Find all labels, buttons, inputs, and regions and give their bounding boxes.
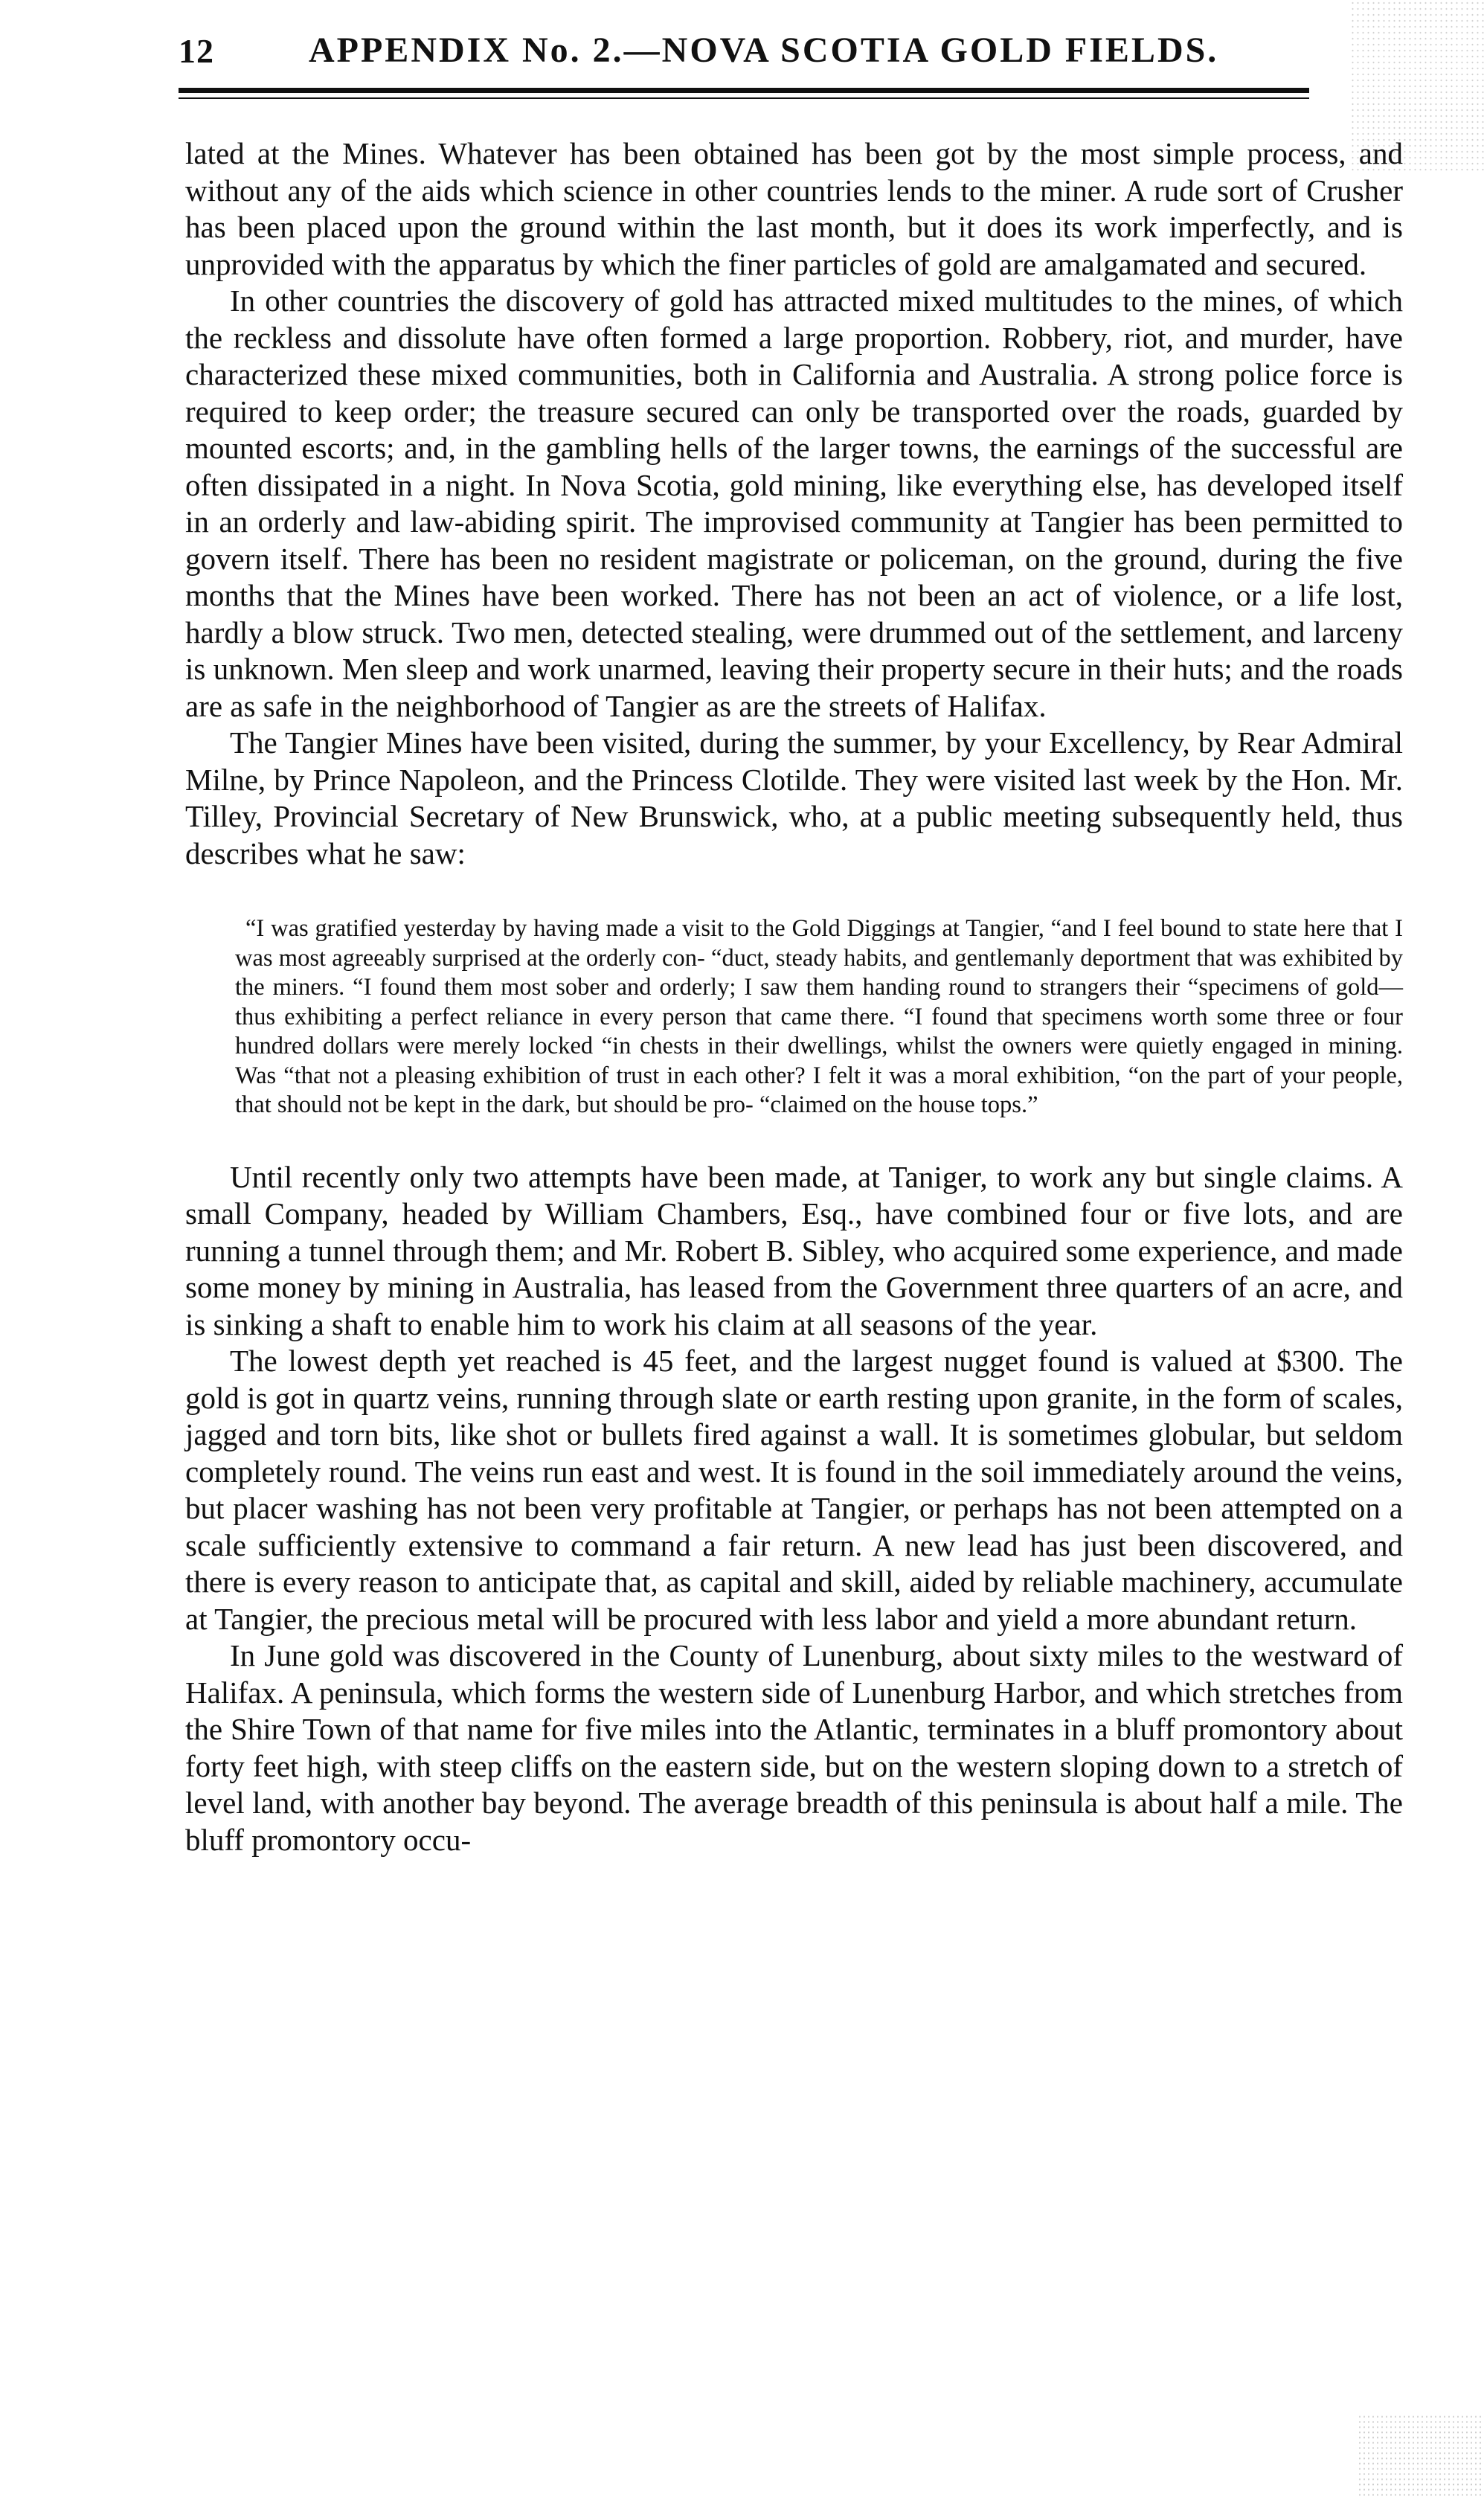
page-header xyxy=(179,27,1309,79)
header-rule-thin xyxy=(179,97,1309,99)
running-title: APPENDIX No. 2.—NOVA SCOTIA GOLD FIELDS. xyxy=(309,31,1219,70)
body-text xyxy=(185,135,1403,1858)
header-rule-thick xyxy=(179,88,1309,93)
paragraph-mines-process: lated at the Mines. Whatever has been obtained has been got by the most simple process, and without any of the aids which science in other countries lends to the miner. A rude sort of Crusher has been placed upon the ground within the last month, but it does its work imperfectly, and is unprovided with the apparatus by which the finer particles of gold are amalgamated and secured. xyxy=(185,136,1403,281)
paragraph-claims: Until recently only two attempts have been made, at Taniger, to work any but single claims. A small Company, headed by William Chambers, Esq., have combined four or five lots, and are running a tunnel through them; and Mr. Robert B. Sibley, who acquired some experience, and made some money by mining in Australia, has leased from the Government three quarters of an acre, and is sinking a shaft to enable him to work his claim at all seasons of the year. xyxy=(185,1159,1403,1341)
paper-speckle-bottom xyxy=(1358,2414,1484,2496)
quotation-tilley: “I was gratified yesterday by having made a visit to the Gold Diggings at Tangier, “and I feel bound to state here that I was most agreeably surprised at the orderly con- “duct, steady habits, and gentlemanly deportment that was exhibited by the miners. “I found them most sober and orderly; I saw them handing round to strangers their “specimens of gold—thus exhibiting a perfect reliance in every person that came there. “I found that specimens worth some three or four hundred dollars were merely locked “in chests in their dwellings, whilst the owners were quietly engaged in mining. Was “that not a pleasing exhibition of trust in each other? I felt it was a moral exhibition, “on the part of your people, that should not be kept in the dark, but should be pro- “claimed on the house tops.” xyxy=(235,915,1403,1118)
paragraph-orderly-community: In other countries the discovery of gold has attracted mixed multitudes to the mines, of which the reckless and dissolute have often formed a large proportion. Robbery, riot, and murder, have characterized these mixed communities, both in California and Australia. A strong police force is required to keep order; the treasure secured can only be transported over the roads, guarded by mounted escorts; and, in the gambling hells of the larger towns, the earnings of the successful are often dissipated in a night. In Nova Scotia, gold mining, like everything else, has developed itself in an orderly and law-abiding spirit. The improvised community at Tangier has been permitted to govern itself. There has been no resident magistrate or policeman, on the ground, during the five months that the Mines have been worked. There has not been an act of violence, or a life lost, hardly a blow struck. Two men, detected stealing, were drummed out of the settlement, and larceny is unknown. Men sleep and work unarmed, leaving their property secure in their huts; and the roads are as safe in the neighborhood of Tangier as are the streets of Halifax. xyxy=(185,283,1403,723)
paragraph-visitors: The Tangier Mines have been visited, during the summer, by your Excellency, by Rear Admiral Milne, by Prince Napoleon, and the Princess Clotilde. They were visited last week by the Hon. Mr. Tilley, Provincial Secretary of New Brunswick, who, at a public meeting subsequently held, thus describes what he saw: xyxy=(185,725,1403,870)
paragraph-depth-and-gold: The lowest depth yet reached is 45 feet, and the largest nugget found is valued at $300. The gold is got in quartz veins, running through slate or earth resting upon granite, in the form of scales, jagged and torn bits, like shot or bullets fired against a wall. It is sometimes globular, but seldom completely round. The veins run east and west. It is found in the soil immediately around the veins, but placer washing has not been very profitable at Tangier, or perhaps has not been attempted on a scale sufficiently extensive to command a fair return. A new lead has just been discovered, and there is every reason to anticipate that, as capital and skill, aided by reliable machinery, accumulate at Tangier, the precious metal will be procured with less labor and yield a more abundant return. xyxy=(185,1344,1403,1636)
page-number: 12 xyxy=(179,32,214,70)
paragraph-lunenburg: In June gold was discovered in the County of Lunenburg, about sixty miles to the westward of Halifax. A peninsula, which forms the western side of Lunenburg Harbor, and which stretches from the Shire Town of that name for five miles into the Atlantic, terminates in a bluff promontory about forty feet high, with steep cliffs on the eastern side, but on the western sloping down to a stretch of level land, with another bay beyond. The average breadth of this peninsula is about half a mile. The bluff promontory occu- xyxy=(185,1638,1403,1857)
